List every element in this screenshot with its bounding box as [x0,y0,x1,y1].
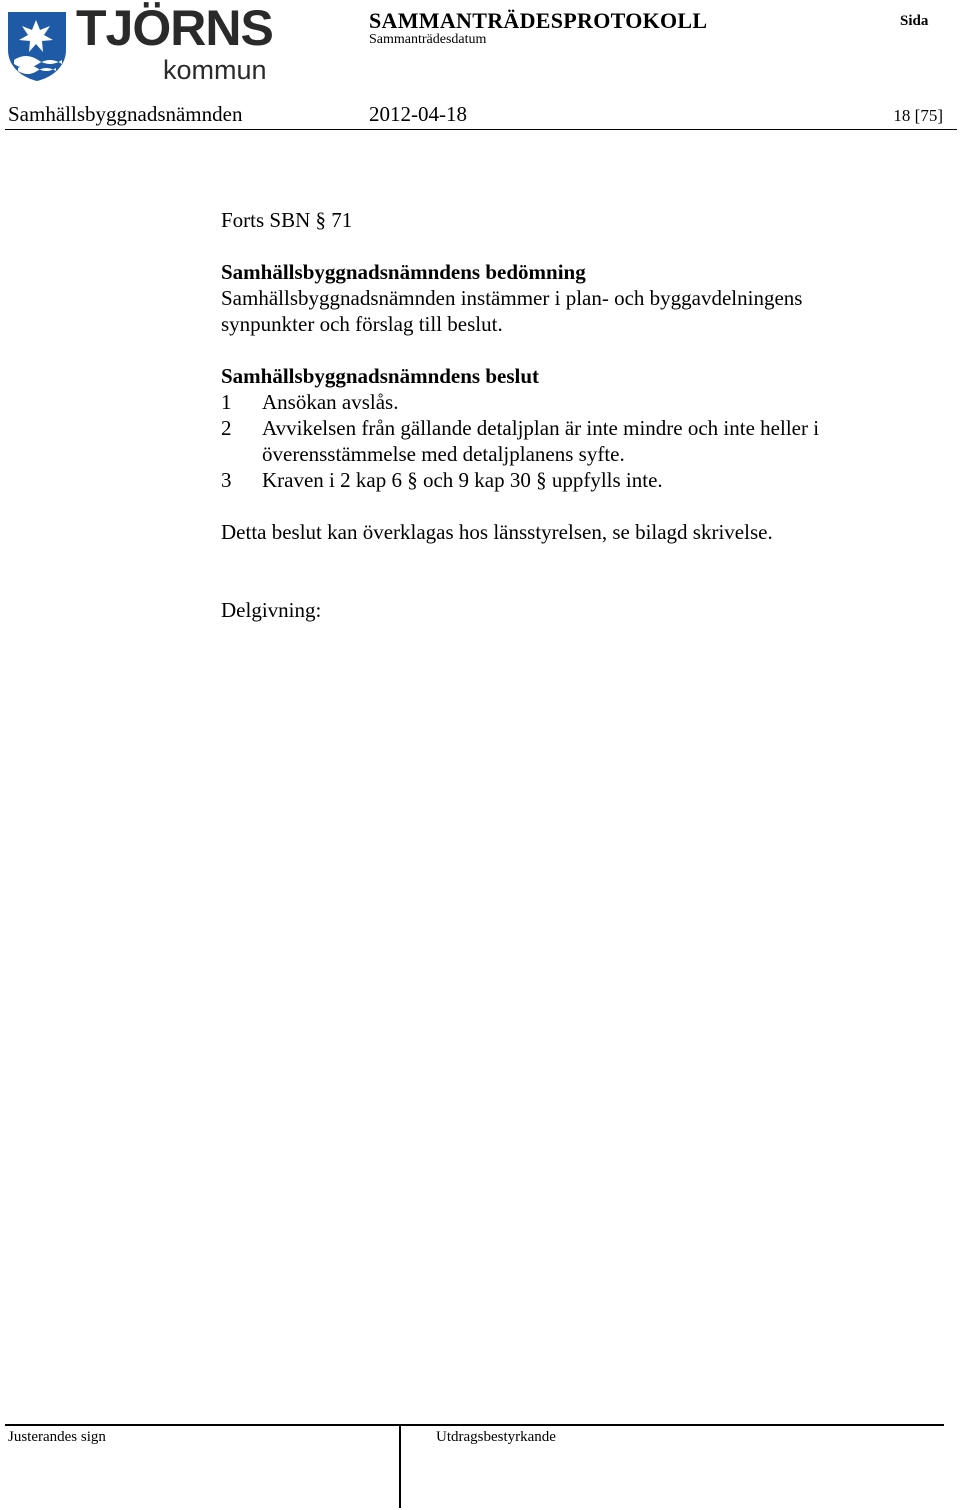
decision-item [221,467,882,493]
municipality-logo [6,0,273,85]
document-subtitle: Sammanträdesdatum [369,32,487,47]
decision-item [221,415,882,467]
decision-item-text: Kraven i 2 kap 6 § och 9 kap 30 § uppfylls inte. [262,468,663,492]
decision-section [221,363,882,493]
assessment-section [221,259,861,337]
footer-divider [5,1424,944,1426]
decision-item-number: 1 [221,390,232,414]
decision-item-text: Avvikelsen från gällande detaljplan är inte mindre och inte heller i överensstämmelse med detaljplanens syfte. [262,416,820,466]
decision-item-number: 2 [221,416,232,440]
decision-item [221,389,882,415]
header-divider [5,129,957,130]
page-label: Sida [900,13,929,29]
continuation-reference: Forts SBN § 71 [221,208,353,232]
signature-label: Justerandes sign [8,1429,106,1445]
decision-item-text: Ansökan avslås. [262,390,399,414]
logo-brand-text: TJÖRNS [76,0,273,56]
footer-column-divider [399,1425,401,1508]
assessment-text: Samhällsbyggnadsnämnden instämmer i plan- och byggavdelningens synpunkter och förslag till beslut. [221,286,803,336]
page-number: 18 [75] [893,106,943,125]
decision-heading: Samhällsbyggnadsnämndens beslut [221,364,540,388]
certification-label: Utdragsbestyrkande [436,1429,556,1445]
municipal-shield-icon [6,10,68,82]
document-title: SAMMANTRÄDESPROTOKOLL [369,8,708,33]
appeal-notice: Detta beslut kan överklagas hos länsstyrelsen, se bilagd skrivelse. [221,520,773,544]
logo-sub-text: kommun [163,55,267,85]
delgivning-label: Delgivning: [221,598,322,622]
committee-name: Samhällsbyggnadsnämnden [8,102,243,126]
decision-item-number: 3 [221,468,232,492]
assessment-heading: Samhällsbyggnadsnämndens bedömning [221,260,586,284]
meeting-date: 2012-04-18 [369,102,467,126]
